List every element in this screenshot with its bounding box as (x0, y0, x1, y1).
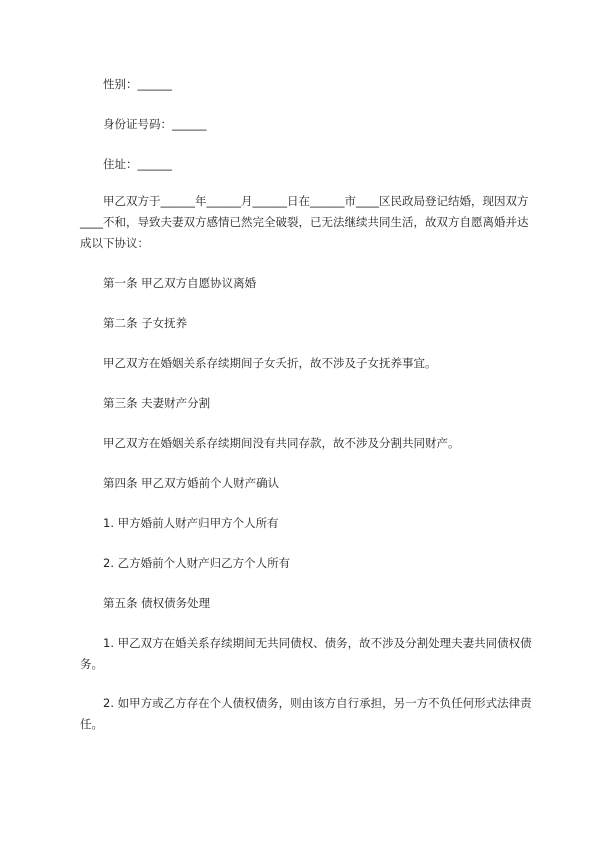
article-4-item-2: 2. 乙方婚前个人财产归乙方个人所有 (103, 556, 291, 570)
article-2-body: 甲乙双方在婚姻关系存续期间子女夭折，故不涉及子女抚养事宜。 (103, 356, 437, 370)
id-number-line: 身份证号码：______ (103, 117, 207, 131)
intro-paragraph: 甲乙双方于______年______月______日在______市____区民政局登记结婚，现因双方____不和，导致夫妻双方感情已然完全破裂，已无法继续共同生活，故双方自愿离婚并达成以下协议： (80, 194, 529, 250)
article-5-heading: 第五条 债权债务处理 (103, 596, 211, 610)
article-3-heading: 第三条 夫妻财产分割 (103, 396, 211, 410)
article-4-heading: 第四条 甲乙双方婚前个人财产确认 (103, 476, 280, 490)
article-5-item-1: 1. 甲乙双方在婚关系存续期间无共同债权、债务，故不涉及分割处理夫妻共同债权债务。 (80, 636, 532, 671)
article-3-body: 甲乙双方在婚姻关系存续期间没有共同存款，故不涉及分割共同财产。 (103, 436, 460, 450)
article-2-heading: 第二条 子女抚养 (103, 316, 188, 330)
article-1-heading: 第一条 甲乙双方自愿协议离婚 (103, 276, 257, 290)
article-5-item-2: 2. 如甲方或乙方存在个人债权债务，则由该方自行承担，另一方不负任何形式法律责任。 (80, 696, 532, 731)
address-line: 住址：______ (103, 157, 172, 171)
article-4-item-1: 1. 甲方婚前人财产归甲方个人所有 (103, 516, 279, 530)
gender-line: 性别：______ (103, 77, 172, 91)
